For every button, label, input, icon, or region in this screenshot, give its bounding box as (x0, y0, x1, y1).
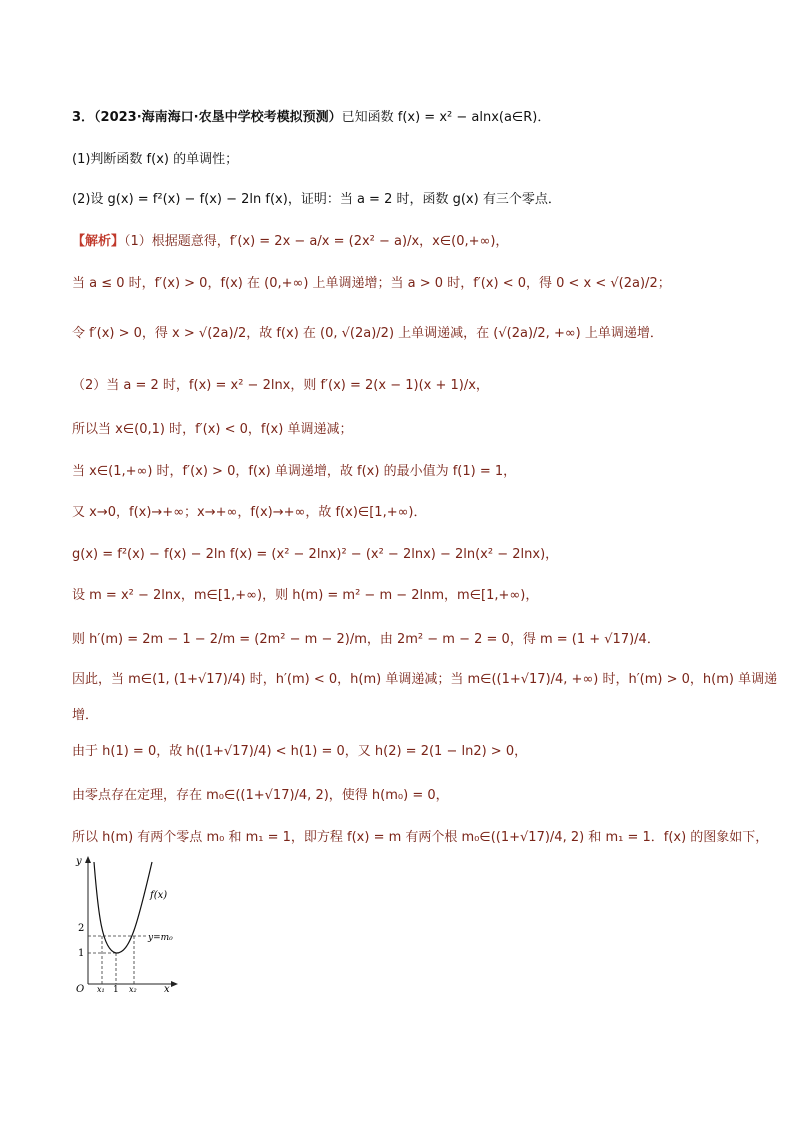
solution-line-1 (72, 232, 508, 252)
solution-line-8: g(x) = f²(x) − f(x) − 2ln f(x) = (x² − 2lnx)² − (x² − 2lnx) − 2ln(x² − 2lnx)， (72, 547, 559, 562)
y-tick-1: 1 (78, 948, 85, 959)
curve-fx (94, 862, 152, 953)
solution-line-13: 由于 h(1) = 0，故 h((1+√17)/4) < h(1) = 0，又 h(2) = 2(1 − ln2) > 0， (72, 744, 528, 759)
hline-label: y=m₀ (148, 933, 173, 943)
y-tick-2: 2 (78, 923, 85, 934)
x-tick-x1: x₁ (97, 985, 105, 992)
solution-line-10: 则 h′(m) = 2m − 1 − 2/m = (2m² − m − 2)/m，由 2m² − m − 2 = 0，得 m = (1 + √17)/4． (72, 632, 660, 647)
solution-line-14: 由零点存在定理，存在 m₀∈((1+√17)/4, 2)，使得 h(m₀) = 0， (72, 788, 449, 803)
x-axis-arrow (171, 981, 178, 987)
solution-line-15: 所以 h(m) 有两个零点 m₀ 和 m₁ = 1，即方程 f(x) = m 有两个根 m₀∈((1+√17)/4, 2) 和 m₁ = 1．f(x) 的图象如下， (72, 830, 769, 845)
problem-part-2: (2)设 g(x) = f²(x) − f(x) − 2ln f(x)，证明：当 a = 2 时，函数 g(x) 有三个零点． (72, 192, 561, 207)
problem-number: 3． (72, 110, 95, 125)
problem-source: （2023·海南海口·农垦中学校考模拟预测） (94, 110, 342, 125)
solution-line-5: 所以当 x∈(0,1) 时，f′(x) < 0，f(x) 单调递减； (72, 422, 353, 437)
x-tick-x2: x₂ (129, 985, 137, 992)
solution-line-9: 设 m = x² − 2lnx，m∈[1,+∞)，则 h(m) = m² − m − 2lnm，m∈[1,+∞)， (72, 588, 539, 603)
problem-header (72, 108, 550, 128)
solution-line-6: 当 x∈(1,+∞) 时，f′(x) > 0，f(x) 单调递增，故 f(x) 的最小值为 f(1) = 1， (72, 464, 517, 479)
solution-line-2: 当 a ≤ 0 时，f′(x) > 0，f(x) 在 (0,+∞) 上单调递增；当 a > 0 时，f′(x) < 0，得 0 < x < √(2a)/2； (72, 276, 671, 291)
solution-line-7: 又 x→0，f(x)→+∞；x→+∞，f(x)→+∞，故 f(x)∈[1,+∞)． (72, 505, 427, 520)
solution-line-12: 增． (72, 708, 99, 723)
problem-part-1: (1)判断函数 f(x) 的单调性； (72, 152, 239, 167)
solution-line-4: （2）当 a = 2 时，f(x) = x² − 2lnx，则 f′(x) = 2(x − 1)(x + 1)/x， (72, 378, 489, 393)
origin-label: O (76, 984, 85, 992)
solution-text: （1）根据题意得，f′(x) = 2x − a/x = (2x² − a)/x，x∈(0,+∞)， (124, 234, 509, 249)
function-graph (72, 852, 182, 992)
problem-stem: 已知函数 f(x) = x² − alnx(a∈R)． (341, 110, 551, 125)
x-axis-label: x (164, 984, 170, 992)
y-axis-label: y (76, 856, 82, 867)
curve-label: f(x) (150, 890, 168, 901)
y-axis-arrow (85, 856, 91, 863)
solution-tag: 【解析】 (72, 234, 125, 249)
solution-line-11: 因此，当 m∈(1, (1+√17)/4) 时，h′(m) < 0，h(m) 单调递减；当 m∈((1+√17)/4, +∞) 时，h′(m) > 0，h(m) 单调递 (72, 672, 778, 687)
solution-line-3: 令 f′(x) > 0，得 x > √(2a)/2，故 f(x) 在 (0, √(2a)/2) 上单调递减，在 (√(2a)/2, +∞) 上单调递增． (72, 326, 663, 341)
x-tick-1: 1 (113, 985, 119, 992)
